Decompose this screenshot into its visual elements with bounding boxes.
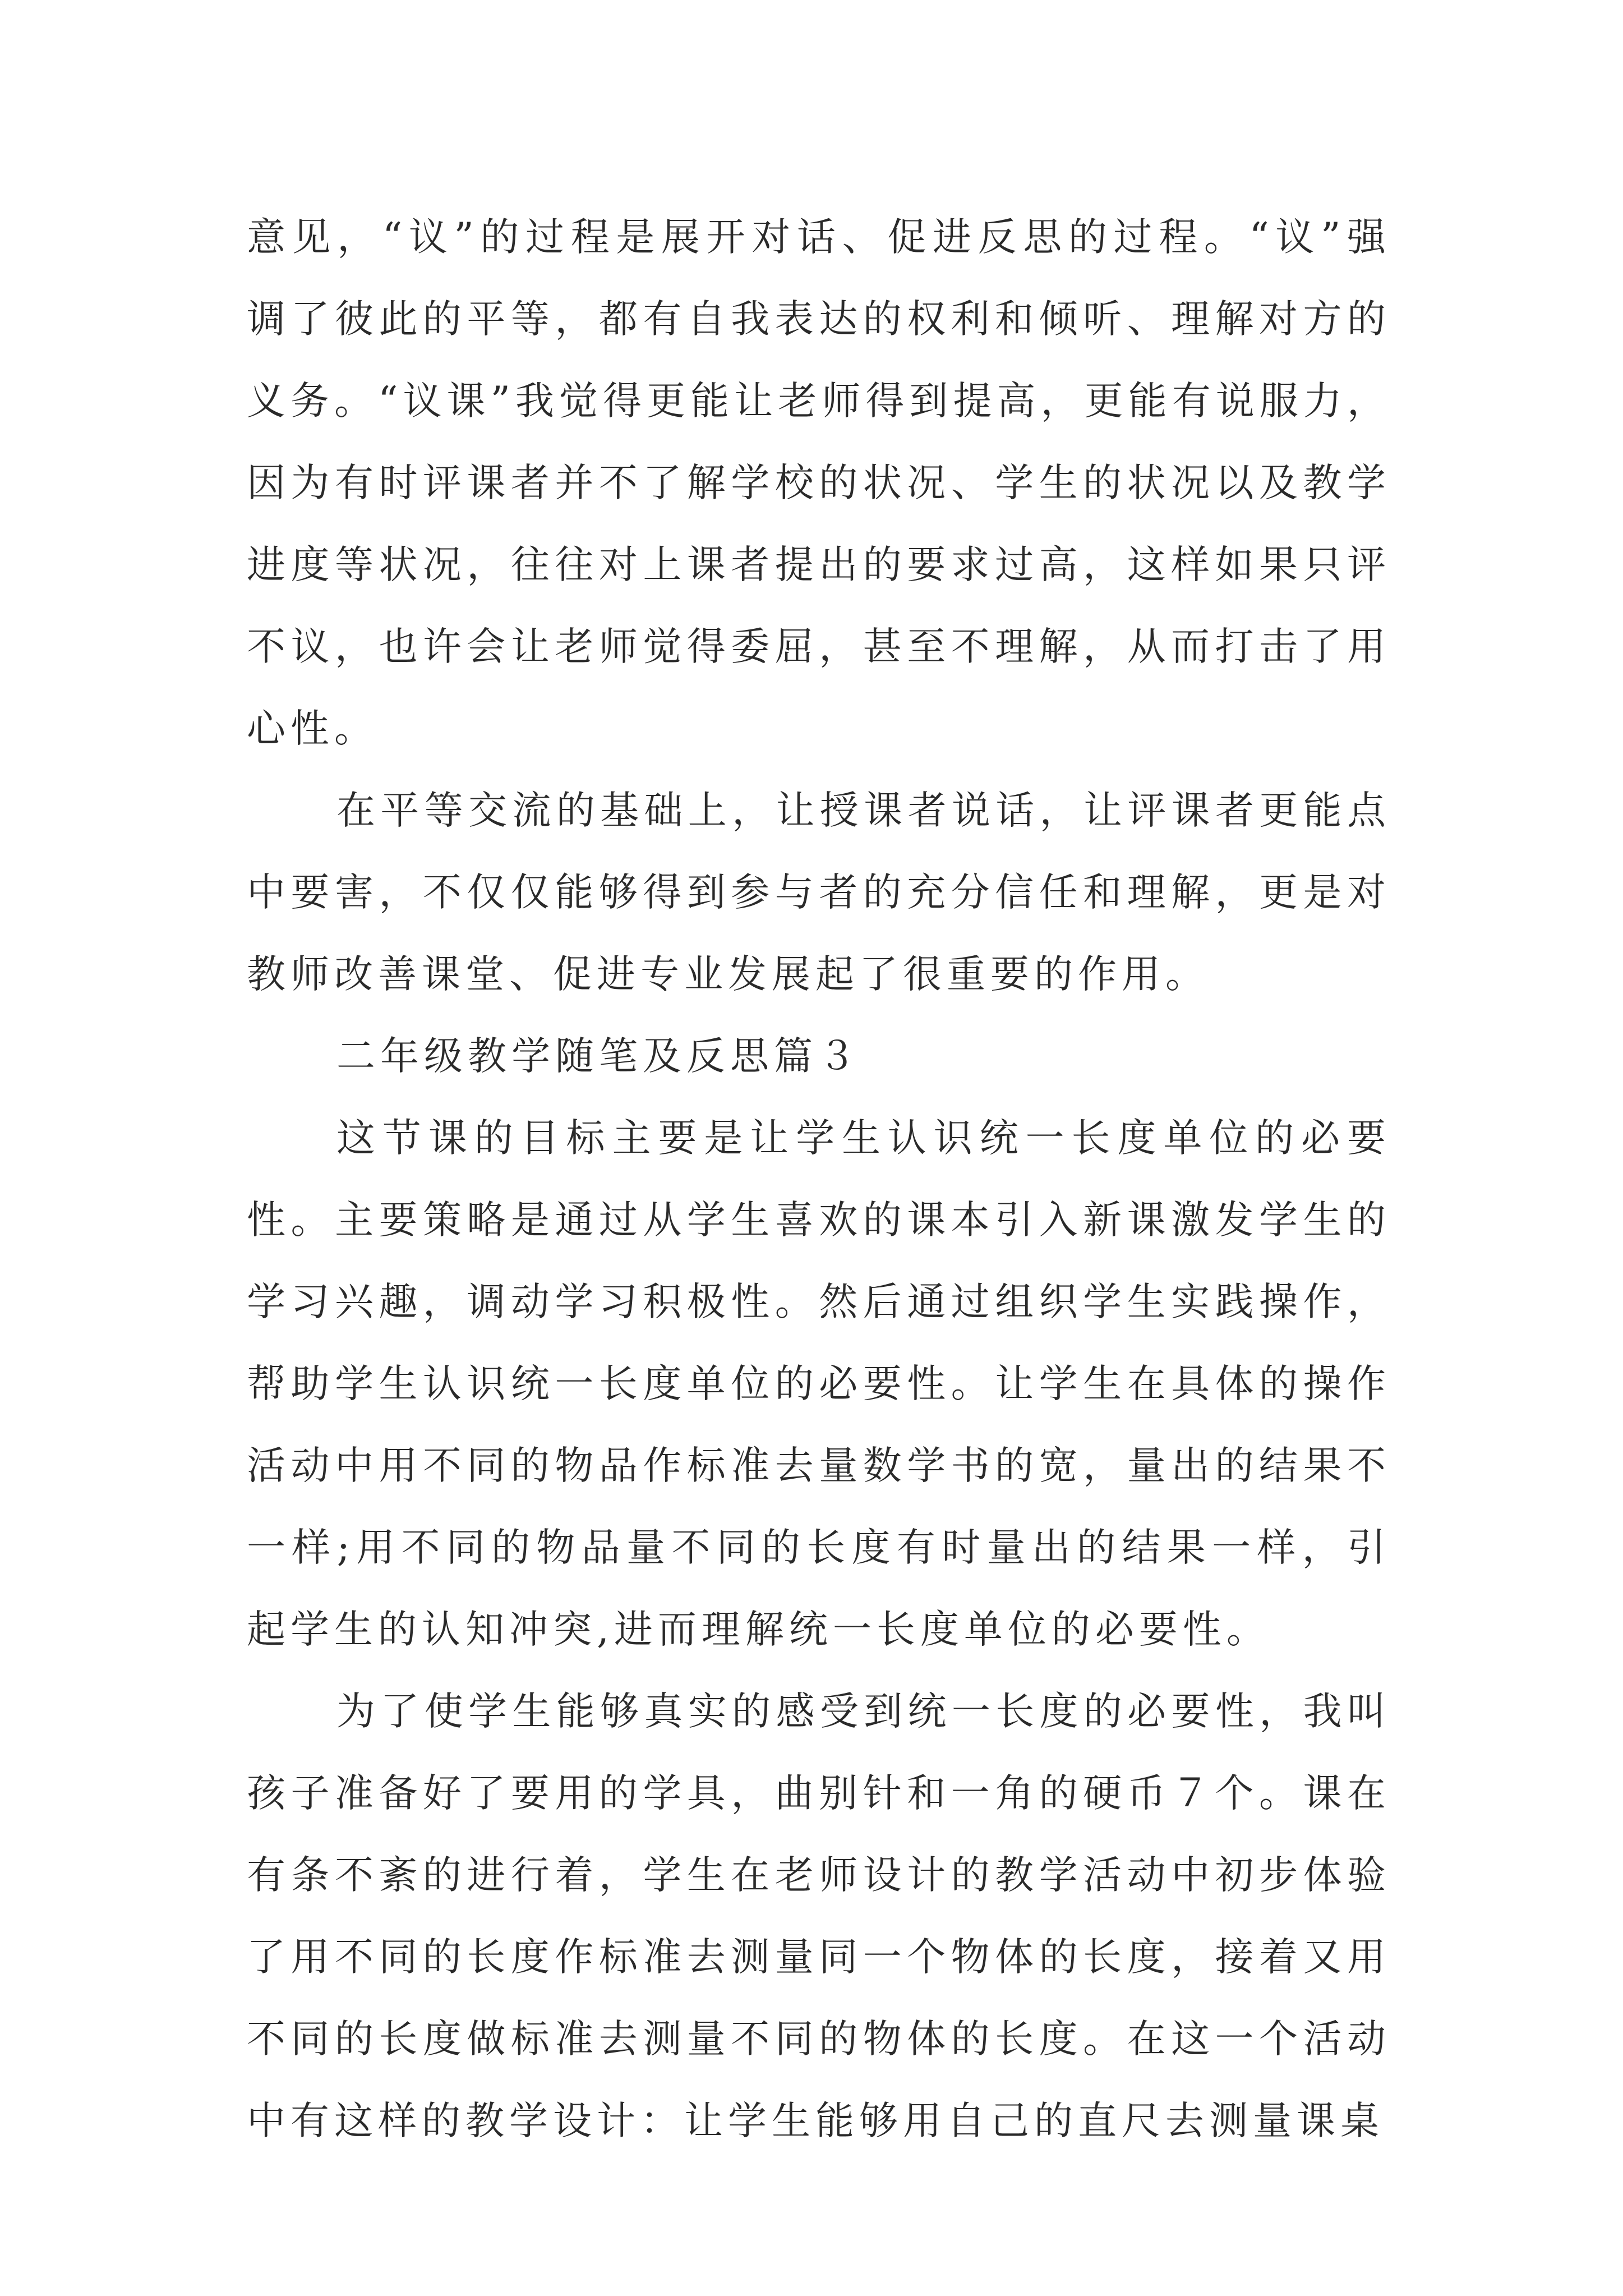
paragraph-4: 为了使学生能够真实的感受到统一长度的必要性，我叫孩子准备好了要用的学具，曲别针和一角的硬币７个。课在有条不紊的进行着，学生在老师设计的教学活动中初步体验了用不同的长度作标准去测量同一个物体的长度，接着又用不同的长度做标准去测量不同的物体的长度。在这一个活动中有这样的教学设计：让学生能够用自己的直尺去测量课桌 bbox=[247, 1689, 1391, 2143]
paragraph-2: 在平等交流的基础上，让授课者说话，让评课者更能点中要害，不仅仅能够得到参与者的充分信任和理解，更是对教师改善课堂、促进专业发展起了很重要的作用。 bbox=[247, 788, 1391, 997]
section-heading: 二年级教学随笔及反思篇３ bbox=[336, 1034, 861, 1079]
paragraph-1: 意见，“议”的过程是展开对话、促进反思的过程。“议”强调了彼此的平等，都有自我表达的权利和倾听、理解对方的义务。“议课”我觉得更能让老师得到提高，更能有说服力，因为有时评课者并不了解学校的状况、学生的状况以及教学进度等状况，往往对上课者提出的要求过高，这样如果只评不议，也许会让老师觉得委屈，甚至不理解，从而打击了用心性。 bbox=[247, 215, 1391, 751]
document-body bbox=[247, 196, 1391, 2162]
paragraph-3: 这节课的目标主要是让学生认识统一长度单位的必要性。主要策略是通过从学生喜欢的课本引入新课激发学生的学习兴趣，调动学习积极性。然后通过组织学生实践操作，帮助学生认识统一长度单位的必要性。让学生在具体的操作活动中用不同的物品作标准去量数学书的宽，量出的结果不一样;用不同的物品量不同的长度有时量出的结果一样，引起学生的认知冲突,进而理解统一长度单位的必要性。 bbox=[247, 1116, 1391, 1652]
